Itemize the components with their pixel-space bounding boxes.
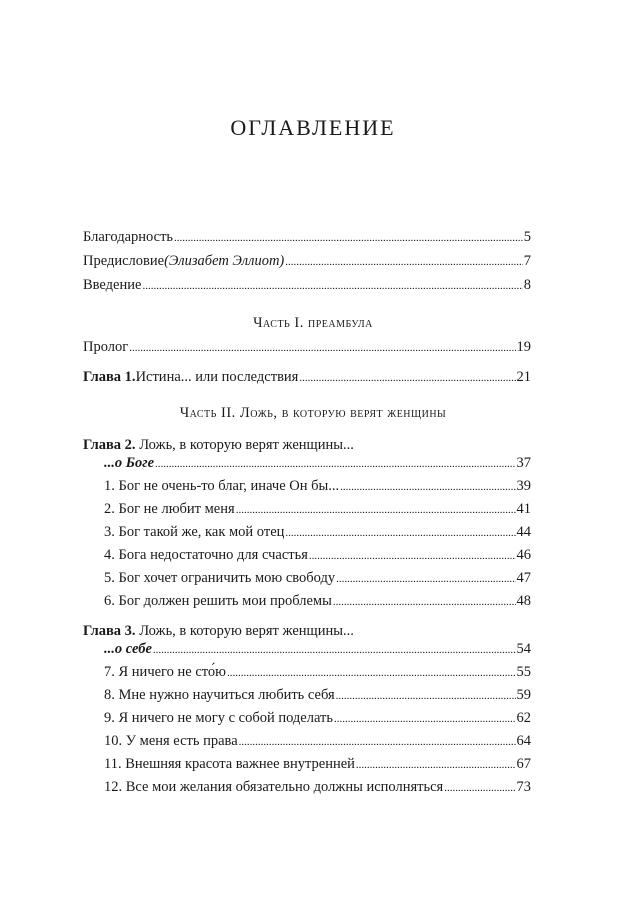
toc-page-number: 73 (516, 779, 531, 795)
toc-entry-lie-3[interactable] (104, 523, 531, 542)
chapter-number: Глава 2. (83, 437, 136, 453)
toc-page-number: 55 (516, 664, 531, 680)
dot-leader (333, 593, 516, 611)
chapter-title: Ложь, в которую верят женщины... (135, 623, 354, 639)
chapter-number: Глава 1. (83, 369, 136, 385)
toc-page-number: 7 (523, 253, 531, 269)
part-heading-prefix: Часть I. (253, 315, 308, 331)
toc-entry-label: 6. Бог должен решить мои проблемы (104, 593, 332, 609)
dot-leader (336, 687, 516, 705)
toc-entry-label: Пролог (83, 339, 129, 355)
toc-page-number: 62 (516, 710, 531, 726)
dot-leader (336, 570, 515, 588)
toc-entry-label: Истина... или последствия (135, 369, 299, 385)
toc-page-number: 44 (516, 524, 531, 540)
chapter-heading-2[interactable] (83, 436, 531, 454)
toc-page-number: 21 (516, 369, 531, 385)
toc-entry-label: 1. Бог не очень-то благ, иначе Он бы... (104, 478, 340, 494)
toc-entry-foreword[interactable] (83, 252, 531, 271)
page-title: ОГЛАВЛЕНИЕ (230, 114, 396, 140)
toc-page-number: 64 (516, 733, 531, 749)
toc-entry-chapter-1[interactable] (83, 368, 531, 387)
dot-leader (309, 547, 516, 565)
toc-entry-label: Введение (83, 277, 142, 293)
part-heading (0, 404, 626, 422)
toc-entry-prologue[interactable] (83, 338, 531, 357)
toc-entry-lie-5[interactable] (104, 569, 531, 588)
dot-leader (155, 455, 516, 473)
toc-entry-label: 2. Бог не любит меня (104, 501, 235, 517)
toc-entry-lie-9[interactable] (104, 709, 531, 728)
toc-topic-label: ...о Боге (104, 455, 154, 471)
dot-leader (129, 339, 515, 357)
toc-entry-topic-self[interactable] (104, 640, 531, 659)
part-heading (0, 314, 626, 332)
chapter-heading-3[interactable] (83, 622, 531, 640)
dot-leader (285, 253, 522, 271)
toc-entry-label: 7. Я ничего не сто́ю (104, 664, 226, 680)
toc-entry-topic-god[interactable] (104, 454, 531, 473)
toc-page-number: 37 (516, 455, 531, 471)
toc-entry-author: (Элизабет Эллиот) (164, 253, 285, 269)
dot-leader (334, 710, 516, 728)
toc-entry-lie-1[interactable] (104, 477, 531, 496)
toc-entry-label: 3. Бог такой же, как мой отец (104, 524, 285, 540)
dot-leader (285, 524, 515, 542)
part-heading-prefix: Часть II. Ложь, (179, 405, 282, 421)
dot-leader (236, 501, 516, 519)
part-heading-title: преамбула (308, 315, 373, 331)
toc-page-number: 39 (516, 478, 531, 494)
toc-entry-label: 4. Бога недостаточно для счастья (104, 547, 308, 563)
dot-leader (299, 369, 515, 387)
toc-entry-label: 8. Мне нужно научиться любить себя (104, 687, 335, 703)
toc-entry-lie-6[interactable] (104, 592, 531, 611)
toc-topic-label: ...о себе (104, 641, 152, 657)
toc-page-number: 5 (523, 229, 531, 245)
toc-entry-label: Предисловие (83, 253, 165, 269)
toc-entry-label: 5. Бог хочет ограничить мою свободу (104, 570, 336, 586)
toc-entry-lie-7[interactable] (104, 663, 531, 682)
toc-page-number: 48 (516, 593, 531, 609)
toc-page-number: 46 (516, 547, 531, 563)
dot-leader (153, 641, 516, 659)
dot-leader (356, 756, 516, 774)
toc-entry-label: 11. Внешняя красота важнее внутренней (104, 756, 355, 772)
dot-leader (239, 733, 516, 751)
chapter-number: Глава 3. (83, 623, 136, 639)
toc-page-number: 8 (523, 277, 531, 293)
toc-entry-acknowledgements[interactable] (83, 228, 531, 247)
toc-page-number: 47 (516, 570, 531, 586)
toc-entry-lie-4[interactable] (104, 546, 531, 565)
toc-entry-label: Благодарность (83, 229, 174, 245)
toc-page-number: 19 (516, 339, 531, 355)
dot-leader (444, 779, 515, 797)
toc-entry-lie-2[interactable] (104, 500, 531, 519)
dot-leader (174, 229, 523, 247)
toc-entry-lie-11[interactable] (104, 755, 531, 774)
toc-page-number: 54 (516, 641, 531, 657)
chapter-title: Ложь, в которую верят женщины... (135, 437, 354, 453)
toc-entry-lie-8[interactable] (104, 686, 531, 705)
toc-entry-introduction[interactable] (83, 276, 531, 295)
toc-entry-label: 12. Все мои желания обязательно должны исполняться (104, 779, 444, 795)
toc-entry-label: 10. У меня есть права (104, 733, 238, 749)
toc-entry-lie-10[interactable] (104, 732, 531, 751)
toc-page-number: 67 (516, 756, 531, 772)
part-heading-title: в которую верят женщины (281, 405, 447, 421)
dot-leader (142, 277, 522, 295)
toc-page-number: 41 (516, 501, 531, 517)
toc-entry-label: 9. Я ничего не могу с собой поделать (104, 710, 333, 726)
toc-entry-lie-12[interactable] (104, 778, 531, 797)
dot-leader (227, 664, 516, 682)
dot-leader (340, 478, 515, 496)
toc-page-number: 59 (516, 687, 531, 703)
